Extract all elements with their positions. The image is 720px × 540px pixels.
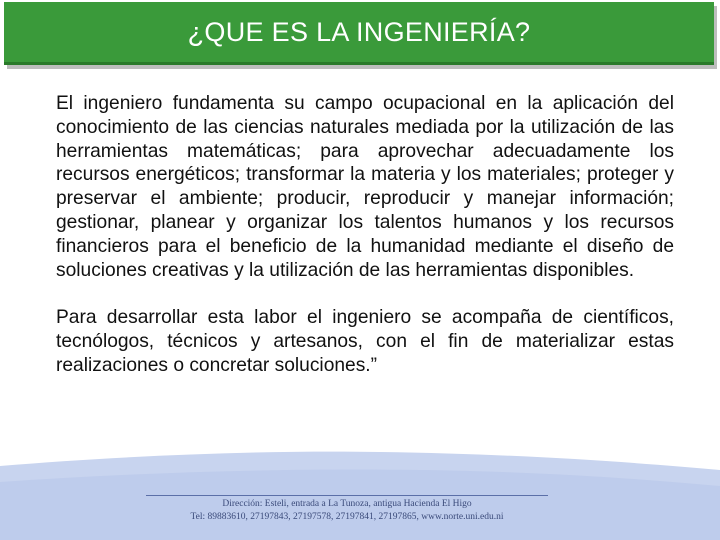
footer-info [146,498,548,524]
paragraph-collaboration: Para desarrollar esta labor el ingeniero se acompaña de científicos, tecnólogos, técnicos y artesanos, con el fin de materializar estas realizaciones o concretar soluciones.” [56,307,674,376]
footer-divider [146,495,548,496]
footer-contact: Tel: 89883610, 27197843, 27197578, 27197841, 27197865, www.norte.uni.edu.ni [190,512,504,522]
slide-title: ¿QUE ES LA INGENIERÍA? [187,16,531,47]
body-text [56,92,674,378]
paragraph-definition: El ingeniero fundamenta su campo ocupacional en la aplicación del conocimiento de las ciencias naturales mediada por la utilización de las herramientas matemáticas; para aprovechar adecuadamente los recursos energéticos; transformar la materia y los materiales; proteger y preservar el ambiente; producir, reproducir y manejar información; gestionar, planear y organizar los talentos humanos y los recursos financieros para el beneficio de la humanidad mediante el diseño de soluciones creativas y la utilización de las herramientas disponibles. [56,93,674,281]
title-bar [4,2,714,65]
footer-address: Dirección: Esteli, entrada a La Tunoza, antigua Hacienda El Higo [222,499,472,509]
